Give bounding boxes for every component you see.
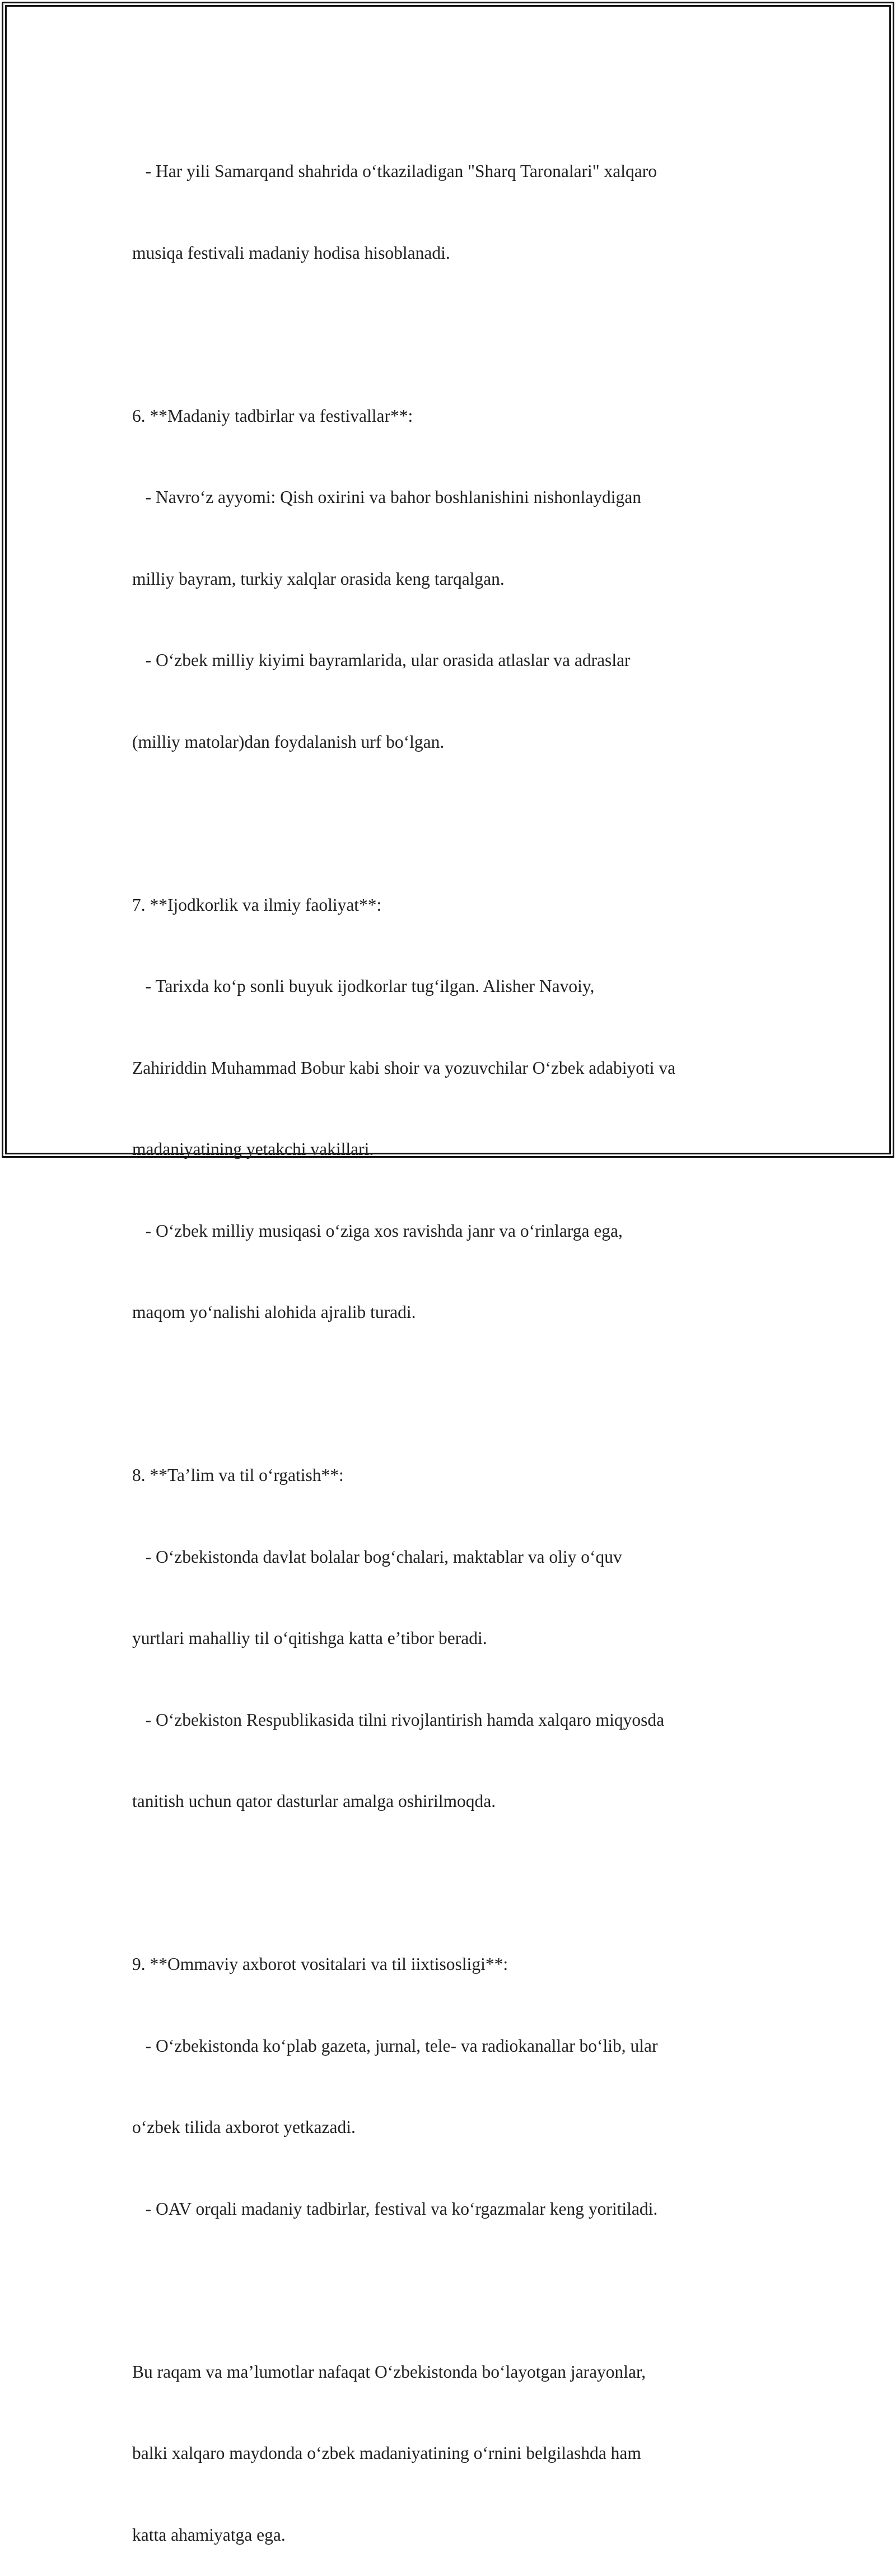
blank-line xyxy=(132,2277,776,2304)
text-line: musiqa festivali madaniy hodisa hisoblanadi. xyxy=(132,243,450,263)
blank-line xyxy=(132,1381,776,1408)
blank-line xyxy=(132,1870,776,1897)
text-line: madaniyatining yetakchi vakillari. xyxy=(132,1139,374,1159)
text-line: - Navro‘z ayyomi: Qish oxirini va bahor boshlanishini nishonlaydigan xyxy=(132,487,641,507)
text-line: - O‘zbek milliy musiqasi o‘ziga xos ravishda janr va o‘rinlarga ega, xyxy=(132,1221,623,1241)
text-line: - O‘zbek milliy kiyimi bayramlarida, ular orasida atlaslar va adraslar xyxy=(132,650,631,670)
section-heading: 9. **Ommaviy axborot vositalari va til iixtisosligi**: xyxy=(132,1954,508,1974)
text-line: - O‘zbekistonda davlat bolalar bog‘chalari, maktablar va oliy o‘quv xyxy=(132,1546,622,1567)
text-line: - O‘zbekistonda ko‘plab gazeta, jurnal, tele- va radiokanallar bo‘lib, ular xyxy=(132,2035,658,2056)
text-line: - Har yili Samarqand shahrida o‘tkaziladigan "Sharq Taronalari" xalqaro xyxy=(132,161,657,181)
text-line: tanitish uchun qator dasturlar amalga oshirilmoqda. xyxy=(132,1791,496,1811)
text-line: o‘zbek tilida axborot yetkazadi. xyxy=(132,2117,356,2137)
document-body xyxy=(132,104,776,2576)
conclusion-line: katta ahamiyatga ega. xyxy=(132,2524,286,2545)
section-heading: 8. **Ta’lim va til o‘rgatish**: xyxy=(132,1465,344,1485)
text-line: - O‘zbekiston Respublikasida tilni rivojlantirish hamda xalqaro miqyosda xyxy=(132,1709,665,1730)
text-line: Zahiriddin Muhammad Bobur kabi shoir va yozuvchilar O‘zbek adabiyoti va xyxy=(132,1058,676,1078)
text-line: - OAV orqali madaniy tadbirlar, festival va ko‘rgazmalar keng yoritiladi. xyxy=(132,2198,658,2219)
section-heading: 7. **Ijodkorlik va ilmiy faoliyat**: xyxy=(132,895,382,915)
text-line: yurtlari mahalliy til o‘qitishga katta e’tibor beradi. xyxy=(132,1628,487,1648)
text-line: maqom yo‘nalishi alohida ajralib turadi. xyxy=(132,1302,416,1322)
section-heading: 6. **Madaniy tadbirlar va festivallar**: xyxy=(132,406,413,426)
text-line: milliy bayram, turkiy xalqlar orasida keng tarqalgan. xyxy=(132,569,505,589)
conclusion-line: Bu raqam va ma’lumotlar nafaqat O‘zbekistonda bo‘layotgan jarayonlar, xyxy=(132,2361,646,2382)
conclusion-line: balki xalqaro maydonda o‘zbek madaniyatining o‘rnini belgilashda ham xyxy=(132,2443,641,2463)
blank-line xyxy=(132,810,776,837)
text-line: (milliy matolar)dan foydalanish urf bo‘lgan. xyxy=(132,732,445,752)
text-line: - Tarixda ko‘p sonli buyuk ijodkorlar tug‘ilgan. Alisher Navoiy, xyxy=(132,976,595,996)
blank-line xyxy=(132,321,776,348)
